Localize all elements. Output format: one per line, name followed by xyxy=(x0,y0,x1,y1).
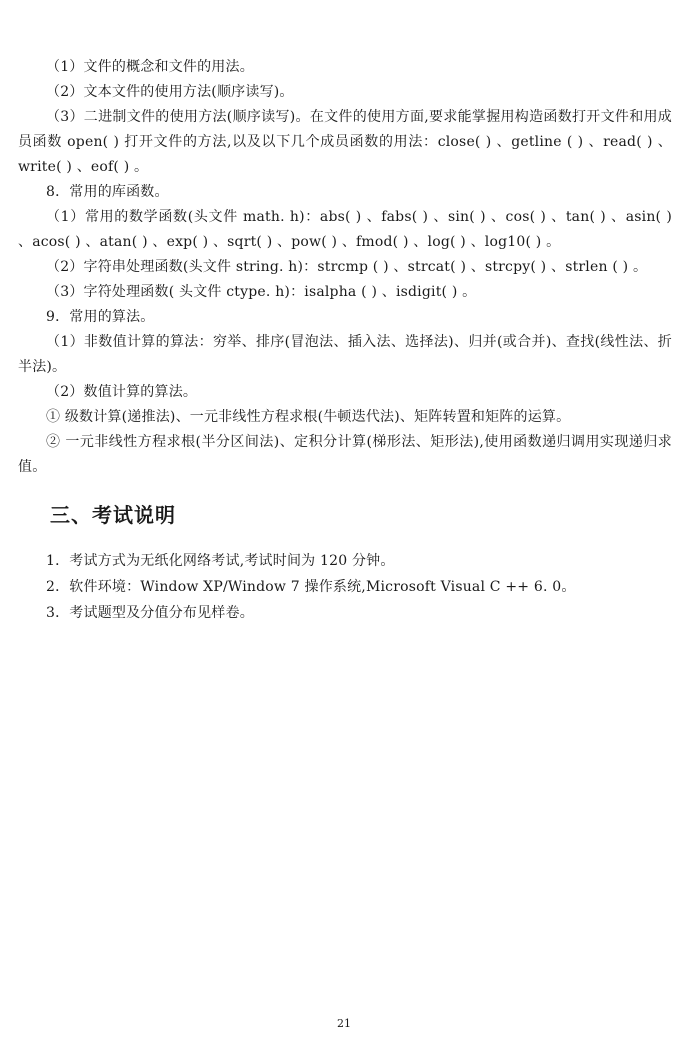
section-heading-exam: 三、考试说明 xyxy=(50,503,176,527)
paragraph-non-numeric-algorithms: （1）非数值计算的算法：穷举、排序(冒泡法、插入法、选择法)、归并(或合并)、查找(线性法、折半法)。 xyxy=(18,334,672,375)
exam-item-method: 1．考试方式为无纸化网络考试,考试时间为 120 分钟。 xyxy=(46,553,395,569)
paragraph-binary-file: （3）二进制文件的使用方法(顺序读写)。在文件的使用方面,要求能掌握用构造函数打开文件和用成员函数 open( ) 打开文件的方法,以及以下几个成员函数的用法：close( ) 、getline ( ) 、read( ) 、write( ) 、eof( ) 。 xyxy=(18,109,672,175)
exam-items-list xyxy=(18,548,672,626)
exam-item-question-types: 3．考试题型及分值分布见样卷。 xyxy=(46,605,254,621)
paragraph-file-concept: （1）文件的概念和文件的用法。 xyxy=(46,59,254,75)
page-content xyxy=(18,55,672,626)
paragraph-numeric-algorithms: （2）数值计算的算法。 xyxy=(46,384,198,400)
paragraph-common-algorithms: 9．常用的算法。 xyxy=(46,309,155,325)
paragraph-ctype-functions: （3）字符处理函数( 头文件 ctype. h)：isalpha ( ) 、isdigit( ) 。 xyxy=(46,284,477,300)
paragraph-series-calculation: ① 级数计算(递推法)、一元非线性方程求根(牛顿迭代法)、矩阵转置和矩阵的运算。 xyxy=(46,409,571,425)
paragraph-library-functions: 8．常用的库函数。 xyxy=(46,184,169,200)
paragraph-math-functions: （1）常用的数学函数(头文件 math. h)：abs( ) 、fabs( ) 、sin( ) 、cos( ) 、tan( ) 、asin( ) 、acos( ) 、atan( ) 、exp( ) 、sqrt( ) 、pow( ) 、fmod( ) 、log( ) 、log10( ) 。 xyxy=(18,209,672,250)
paragraph-text-file: （2）文本文件的使用方法(顺序读写)。 xyxy=(46,84,294,100)
exam-item-software: 2．软件环境：Window XP/Window 7 操作系统,Microsoft Visual C ++ 6. 0。 xyxy=(46,579,576,595)
page-number: 21 xyxy=(337,1017,351,1030)
paragraph-string-functions: （2）字符串处理函数(头文件 string. h)：strcmp ( ) 、strcat( ) 、strcpy( ) 、strlen ( ) 。 xyxy=(46,259,648,275)
paragraph-nonlinear-root: ② 一元非线性方程求根(半分区间法)、定积分计算(梯形法、矩形法),使用函数递归调用实现递归求值。 xyxy=(18,434,672,475)
